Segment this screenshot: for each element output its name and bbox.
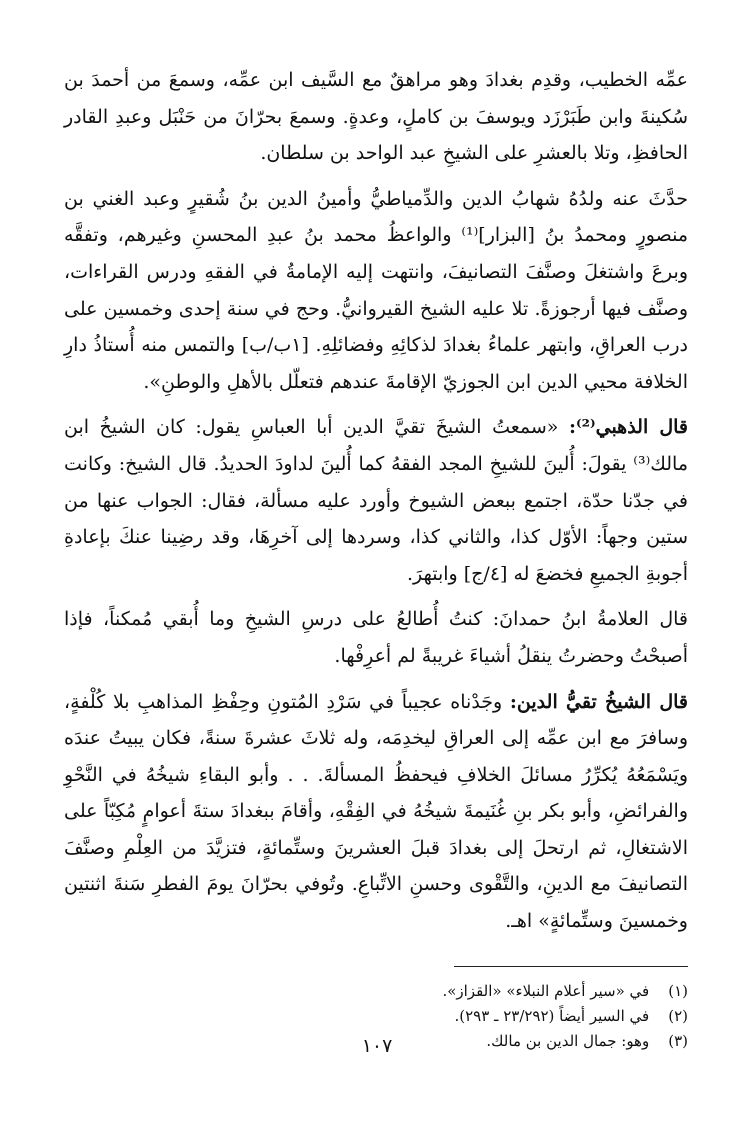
paragraph-3 bbox=[64, 409, 688, 592]
footnote-1 bbox=[64, 979, 688, 1004]
page-number: ١٠٧ bbox=[361, 1035, 393, 1057]
paragraph-5-text: وجَدْناه عجيباً في سَرْدِ المُتونِ وحِفْظِ المذاهبِ بلا كُلْفةٍ، وسافرَ مع ابن عمِّه إلى العراقِ ليخدِمَه، وله ثلاثَ عشرةَ سنةً، فكان يبيتُ عندَه ويَسْمَعُهُ يُكرِّرُ مسائلَ الخلافِ فيحفظُ المسألةَ. . . وأبو البقاءِ شيخُهُ في النَّحْوِ والفرائضِ، وأبو بكر بنِ غُنَيمةَ شيخُهُ في الفِقْهِ، وأقامَ ببغدادَ ستةَ أعوامٍ مُكِبّاً على الاشتغالِ، ثم ارتحلَ إلى بغدادَ قبلَ العشرينَ وستِّمائةٍ، فتزيَّدَ من العِلْمِ وصنَّفَ التصانيفَ مع الدينِ، والتَّقْوى وحسنِ الاتِّباعِ. وتُوفي بحرّانَ يومَ الفطرِ سَنةَ اثنتين وخمسينَ وستِّمائةٍ» اهـ. bbox=[64, 690, 688, 933]
body-text bbox=[64, 62, 688, 940]
footnote-divider bbox=[454, 966, 688, 967]
paragraph-3-lead: قال الذهبي⁽²⁾: bbox=[568, 416, 688, 439]
footnote-1-number: (١) bbox=[668, 981, 688, 1000]
footnote-3-number: (٣) bbox=[668, 1031, 688, 1050]
footnote-2-text: في السير أيضاً (٢٣/٢٩٢ ـ ٢٩٣). bbox=[454, 1006, 650, 1025]
paragraph-2-text: حدَّثَ عنه ولدُهُ شهابُ الدين والدِّمياطيُّ وأمينُ الدين بنُ شُقيرٍ وعبد الغني بن منصورٍ ومحمدُ بنُ [البزار]⁽¹⁾ والواعظُ محمد بنُ عبدِ المحسنِ وغيرهم، وتفقَّه وبرعَ واشتغلَ وصنَّفَ التصانيفَ، وانتهت إليه الإمامةُ في الفقهِ ودرس القراءات، وصنَّف فيها أرجوزةً. تلا عليه الشيخ القيروانيُّ. وحج في سنة إحدى وخمسين على درب العراقِ، وابتهر علماءُ بغدادَ لذكائِهِ وفضائلِهِ. [١ب/ب] والتمس منه أُستاذُ دارِ الخلافة محيي الدين ابن الجوزيّ الإقامةَ عندهم فتعلّل بالأهلِ والوطنِ». bbox=[64, 187, 689, 393]
footnote-2 bbox=[64, 1004, 688, 1029]
footnote-2-number: (٢) bbox=[668, 1006, 688, 1025]
paragraph-2 bbox=[64, 181, 688, 401]
paragraph-5 bbox=[64, 684, 688, 940]
paragraph-4 bbox=[64, 601, 688, 674]
paragraph-4-text: قال العلامةُ ابنُ حمدانَ: كنتُ أُطالعُ على درسِ الشيخِ وما أُبقي مُمكناً، فإذا أصبحْتُ وحضرتُ ينقلُ أشياءَ غريبةً لم أعرِفْها. bbox=[64, 608, 688, 667]
paragraph-1 bbox=[64, 62, 688, 172]
footnote-1-text: في «سير أعلام النبلاء» «القزاز». bbox=[442, 981, 650, 1000]
footnote-3-text: وهو: جمال الدين بن مالك. bbox=[486, 1031, 650, 1050]
paragraph-5-lead: قال الشيخُ تقيُّ الدين: bbox=[509, 690, 688, 713]
paragraph-1-text: عمِّه الخطيب، وقدِم بغدادَ وهو مراهقٌ مع السَّيف ابن عمِّه، وسمعَ من أحمدَ بن سُكينةَ وابن طَبَرْزَد ويوسفَ بن كاملٍ، وعدةٍ. وسمعَ بحرّانَ من حَنْبَل وعبدِ القادر الحافظِ، وتلا بالعشرِ على الشيخِ عبد الواحد بن سلطان. bbox=[64, 69, 688, 165]
paragraph-3-text: «سمعتُ الشيخَ تقيَّ الدين أبا العباسِ يقول: كان الشيخُ ابن مالك⁽³⁾ يقولَ: أُلينَ للشيخِ المجد الفقهُ كما أُلينَ لداودَ الحديدُ. قال الشيخ: وكانت في جدّنا حدّة، اجتمع ببعض الشيوخ وأورد عليه مسألة، فقال: الجواب عنها من ستين وجهاً: الأوّل كذا، والثاني كذا، وسردها إلى آخرِهَا، وقد رضِينا عنكَ بإعادةِ أجوبةِ الجميعِ فخضعَ له [٤/ج] وابتهرَ. bbox=[64, 416, 688, 585]
